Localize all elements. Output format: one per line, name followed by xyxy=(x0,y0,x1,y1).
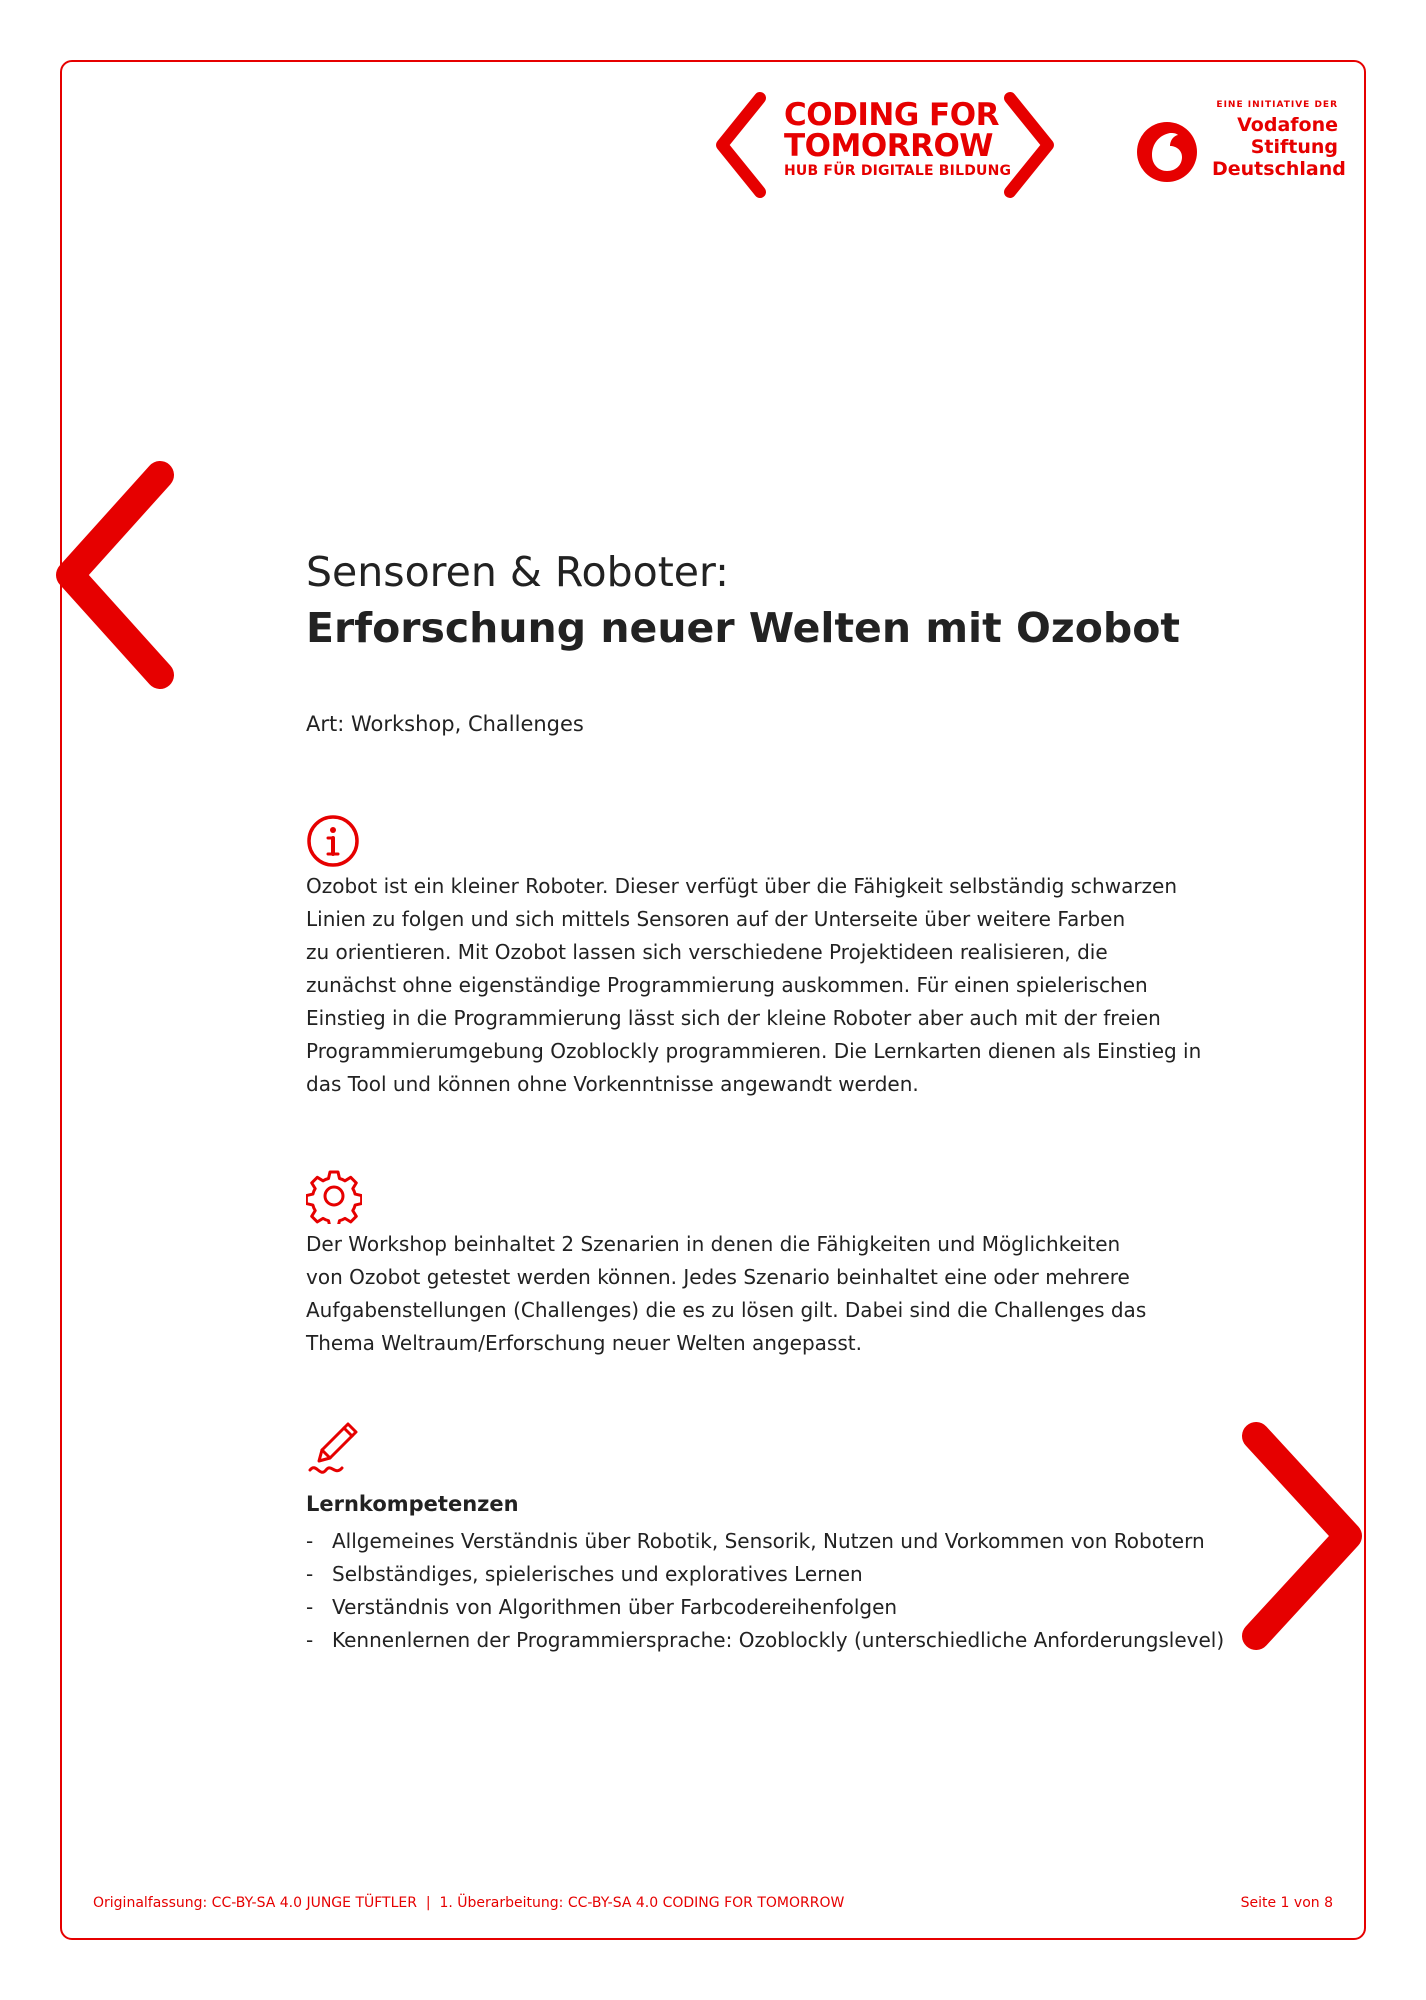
right-chevron-decoration xyxy=(1236,1416,1376,1656)
workshop-paragraph xyxy=(306,1228,1206,1360)
title-pre: Sensoren & Roboter: xyxy=(306,548,729,596)
workshop-line: Der Workshop beinhaltet 2 Szenarien in denen die Fähigkeiten und Möglichkeiten xyxy=(306,1232,1121,1256)
list-item xyxy=(306,1525,1224,1558)
list-item-text: Kennenlernen der Programmiersprache: Ozoblockly (unterschiedliche Anforderungslevel) xyxy=(332,1628,1225,1652)
info-line: zu orientieren. Mit Ozobot lassen sich verschiedene Projektideen realisieren, die xyxy=(306,940,1108,964)
brand-wordmark xyxy=(784,97,1012,180)
partner-line-1: Vodafone xyxy=(1237,114,1338,136)
pencil-icon xyxy=(306,1420,366,1480)
info-line: das Tool und können ohne Vorkenntnisse angewandt werden. xyxy=(306,1072,919,1096)
info-line: Programmierumgebung Ozoblockly programmieren. Die Lernkarten dienen als Einstieg in xyxy=(306,1039,1202,1063)
partner-line-2: Stiftung xyxy=(1250,136,1338,158)
footer-license: Originalfassung: CC-BY-SA 4.0 JUNGE TÜFTLER | 1. Überarbeitung: CC-BY-SA 4.0 CODING FOR TOMORROW xyxy=(93,1895,845,1911)
competence-heading: Lernkompetenzen xyxy=(306,1492,519,1516)
brand-line-1: CODING FOR xyxy=(784,97,999,133)
competence-list xyxy=(306,1525,1224,1657)
left-chevron-decoration xyxy=(50,455,180,695)
info-paragraph xyxy=(306,870,1206,1101)
info-line: Einstieg in die Programmierung lässt sich der kleine Roboter aber auch mit der freien xyxy=(306,1006,1161,1030)
workshop-line: Thema Weltraum/Erforschung neuer Welten angepasst. xyxy=(306,1331,862,1355)
workshop-line: von Ozobot getestet werden können. Jedes Szenario beinhaltet eine oder mehrere xyxy=(306,1265,1130,1289)
info-icon xyxy=(306,814,360,868)
list-bullet: - xyxy=(306,1595,314,1619)
list-item-text: Selbständiges, spielerisches und exploratives Lernen xyxy=(332,1562,863,1586)
workshop-line: Aufgabenstellungen (Challenges) die es zu lösen gilt. Dabei sind die Challenges das xyxy=(306,1298,1147,1322)
vodafone-logo-icon xyxy=(1135,120,1199,184)
partner-tagline xyxy=(1212,100,1346,180)
gear-icon xyxy=(306,1168,362,1224)
list-bullet: - xyxy=(306,1529,314,1553)
list-bullet: - xyxy=(306,1628,314,1652)
partner-line-3: Deutschland xyxy=(1212,158,1346,180)
list-bullet: - xyxy=(306,1562,314,1586)
page-title: Erforschung neuer Welten mit Ozobot xyxy=(306,604,1180,652)
info-line: zunächst ohne eigenständige Programmierung auskommen. Für einen spielerischen xyxy=(306,973,1148,997)
list-item-text: Allgemeines Verständnis über Robotik, Sensorik, Nutzen und Vorkommen von Robotern xyxy=(332,1529,1205,1553)
info-line: Ozobot ist ein kleiner Roboter. Dieser verfügt über die Fähigkeit selbständig schwarzen xyxy=(306,874,1178,898)
list-item xyxy=(306,1591,1224,1624)
page-number: Seite 1 von 8 xyxy=(1240,1895,1333,1911)
brand-subtitle: HUB FÜR DIGITALE BILDUNG xyxy=(784,163,1012,179)
brand-line-2: TOMORROW xyxy=(784,128,993,164)
workshop-type: Art: Workshop, Challenges xyxy=(306,712,584,736)
info-line: Linien zu folgen und sich mittels Sensoren auf der Unterseite über weitere Farben xyxy=(306,907,1126,931)
partner-pre: EINE INITIATIVE DER xyxy=(1216,100,1338,110)
list-item xyxy=(306,1624,1224,1657)
list-item xyxy=(306,1558,1224,1591)
list-item-text: Verständnis von Algorithmen über Farbcodereihenfolgen xyxy=(332,1595,898,1619)
